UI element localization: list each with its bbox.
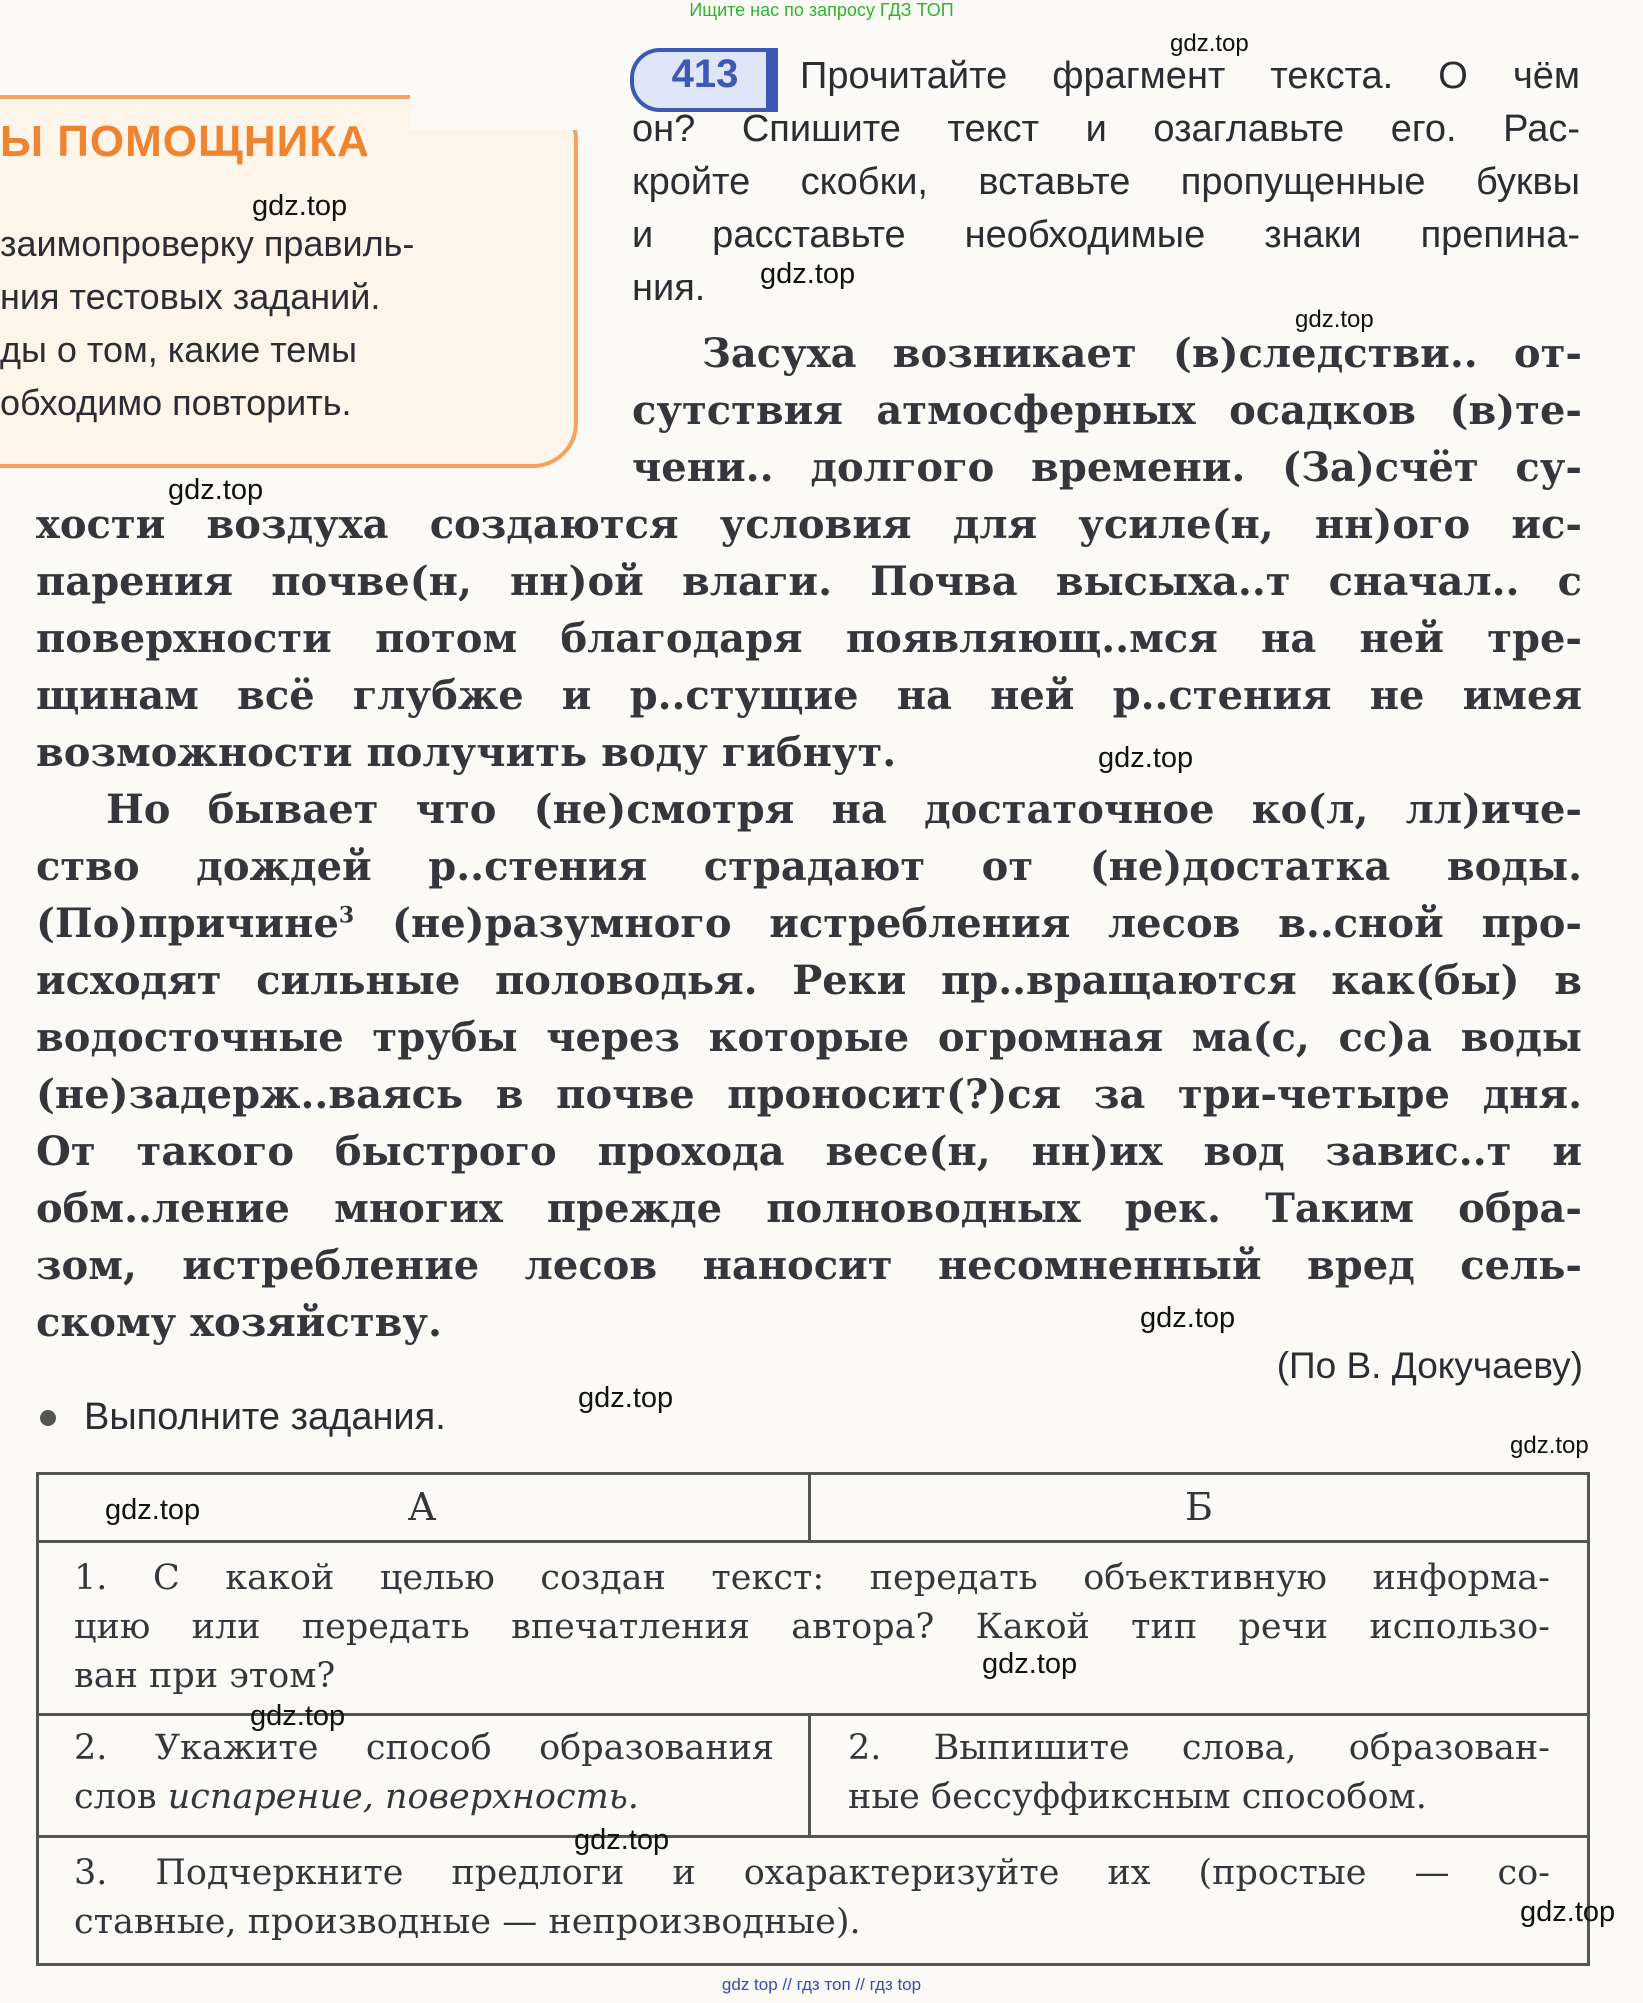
instruction-line: и расставьте необходимые знаки препина- <box>632 214 1580 256</box>
helper-line: ды о том, какие темы <box>0 329 357 370</box>
text-line: щинам всё глубже и р..стущие на ней р..стения не имея <box>36 672 1582 719</box>
text-line: чени.. долгого времени. (За)счёт су- <box>632 444 1582 491</box>
helper-line: заимопроверку правиль- <box>0 223 415 264</box>
text-line-start: (По)причине <box>36 900 339 947</box>
instruction-line: он? Спишите текст и озаглавьте его. Рас- <box>632 108 1580 150</box>
text-line: водосточные трубы через которые огромная ма(с, сс)а воды <box>36 1014 1582 1061</box>
column-header-a: А <box>407 1485 437 1529</box>
task-2b-line: ные бессуффиксным способом. <box>848 1777 1427 1817</box>
task-2a-line <box>74 1777 639 1817</box>
task-1-line: 1. С какой целью создан текст: передать объективную информа- <box>74 1558 1550 1598</box>
text-line: Засуха возникает (в)следстви.. от- <box>702 330 1582 377</box>
watermark: gdz.top <box>982 1648 1078 1680</box>
task-1-line: цию или передать впечатления автора? Какой тип речи использо- <box>74 1607 1550 1647</box>
text-line: исходят сильные половодья. Реки пр..вращаются как(бы) в <box>36 957 1582 1004</box>
helper-tab-gap <box>410 90 580 130</box>
table-divider <box>36 1835 1590 1838</box>
task-2a-words: испарение, поверхность. <box>167 1777 639 1817</box>
watermark: gdz.top <box>578 1382 674 1414</box>
table-column-divider <box>808 1713 811 1835</box>
bullet-icon <box>40 1410 56 1426</box>
instruction-line: кройте скобки, вставьте пропущенные буквы <box>632 161 1580 203</box>
watermark: gdz.top <box>1510 1432 1589 1459</box>
task-2b-line: 2. Выпишите слова, образован- <box>848 1728 1550 1768</box>
text-line: поверхности потом благодаря появляющ..мся на ней тре- <box>36 615 1582 662</box>
text-line: скому хозяйству. <box>36 1299 442 1346</box>
top-banner[interactable]: Ищите нас по запросу ГДЗ ТОП <box>689 0 954 20</box>
watermark: gdz.top <box>168 474 264 506</box>
watermark: gdz.top <box>1140 1302 1236 1334</box>
text-line: зом, истребление лесов наносит несомненный вред сель- <box>36 1242 1582 1289</box>
text-line: Но бывает что (не)смотря на достаточное ко(л, лл)иче- <box>106 786 1582 833</box>
text-line: возможности получить воду гибнут. <box>36 729 897 776</box>
watermark: gdz.top <box>1520 1896 1616 1928</box>
watermark: gdz.top <box>250 1700 346 1732</box>
task-2a-prefix: слов <box>74 1777 157 1817</box>
helper-title: Ы ПОМОЩНИКА <box>0 117 370 166</box>
watermark: gdz.top <box>252 190 348 222</box>
text-line-part <box>36 900 354 947</box>
text-line: От такого быстрого прохода весе(н, нн)их вод завис..т и <box>36 1128 1582 1175</box>
task-3-line: ставные, производные — непроизводные). <box>74 1902 861 1942</box>
watermark: gdz.top <box>1295 306 1374 333</box>
task-2a-line: 2. Укажите способ образования <box>74 1728 774 1768</box>
bottom-banner[interactable]: gdz top // гдз топ // гдз top <box>721 1975 922 1994</box>
watermark: gdz.top <box>1170 30 1249 57</box>
text-line: сутствия атмосферных осадков (в)те- <box>632 387 1582 434</box>
exercise-number: 413 <box>671 52 739 96</box>
helper-line: ния тестовых заданий. <box>0 276 381 317</box>
tasks-intro: Выполните задания. <box>84 1396 446 1438</box>
watermark: gdz.top <box>1098 742 1194 774</box>
watermark: gdz.top <box>760 258 856 290</box>
text-line: обм..ление многих прежде полноводных рек. Таким обра- <box>36 1185 1582 1232</box>
task-1-line: ван при этом? <box>74 1656 336 1696</box>
text-line: (не)разумного истребления лесов в..сной про- <box>392 900 1582 947</box>
text-line: ство дождей р..стения страдают от (не)достатка воды. <box>36 843 1582 890</box>
helper-line: обходимо повторить. <box>0 382 352 423</box>
instruction-line: Прочитайте фрагмент текста. О чём <box>800 55 1580 97</box>
text-line: (не)задерж..ваясь в почве проносит(?)ся за три-четыре дня. <box>36 1071 1582 1118</box>
author-attribution: (По В. Докучаеву) <box>1276 1345 1583 1386</box>
text-line: хости воздуха создаются условия для усиле(н, нн)ого ис- <box>36 501 1582 548</box>
footnote-marker: 3 <box>338 902 355 929</box>
table-divider <box>36 1540 1590 1543</box>
instruction-line: ния. <box>632 267 706 309</box>
watermark: gdz.top <box>105 1494 201 1526</box>
task-3-line: 3. Подчеркните предлоги и охарактеризуйте их (простые — со- <box>74 1853 1550 1893</box>
watermark: gdz.top <box>574 1824 670 1856</box>
column-header-b: Б <box>1185 1485 1213 1529</box>
text-line: парения почве(н, нн)ой влаги. Почва высыха..т сначал.. с <box>36 558 1582 605</box>
